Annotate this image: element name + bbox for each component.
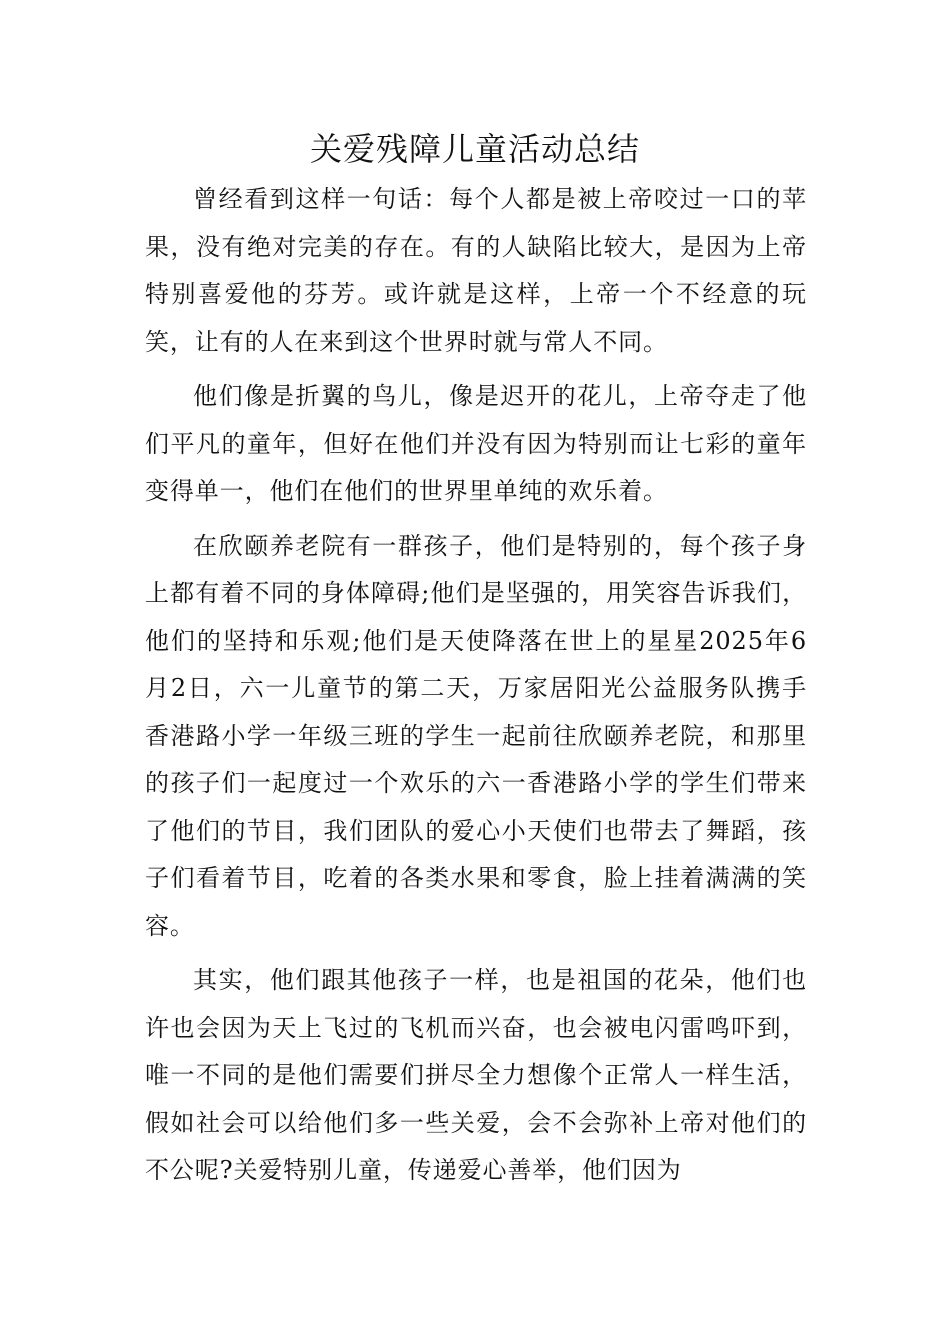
- document-body: [145, 176, 807, 1195]
- paragraph-3: 在欣颐养老院有一群孩子，他们是特别的，每个孩子身上都有着不同的身体障碍;他们是坚强的，用笑容告诉我们，他们的坚持和乐观;他们是天使降落在世上的星星2025年6月2日，六一儿童节的第二天，万家居阳光公益服务队携手香港路小学一年级三班的学生一起前往欣颐养老院，和那里的孩子们一起度过一个欢乐的六一香港路小学的学生们带来了他们的节目，我们团队的爱心小天使们也带去了舞蹈，孩子们看着节目，吃着的各类水果和零食，脸上挂着满满的笑容。: [145, 531, 807, 940]
- document-title: 关爱残障儿童活动总结: [309, 130, 640, 168]
- paragraph-2: 他们像是折翼的鸟儿，像是迟开的花儿，上帝夺走了他们平凡的童年，但好在他们并没有因为特别而让七彩的童年变得单一，他们在他们的世界里单纯的欢乐着。: [145, 382, 807, 505]
- paragraph-1: 曾经看到这样一句话：每个人都是被上帝咬过一口的苹果，没有绝对完美的存在。有的人缺陷比较大，是因为上帝特别喜爱他的芬芳。或许就是这样，上帝一个不经意的玩笑，让有的人在来到这个世界时就与常人不同。: [145, 185, 807, 356]
- paragraph-4: 其实，他们跟其他孩子一样，也是祖国的花朵，他们也许也会因为天上飞过的飞机而兴奋，也会被电闪雷鸣吓到，唯一不同的是他们需要们拼尽全力想像个正常人一样生活，假如社会可以给他们多一些关爱，会不会弥补上帝对他们的不公呢?关爱特别儿童，传递爱心善举，他们因为: [145, 966, 807, 1184]
